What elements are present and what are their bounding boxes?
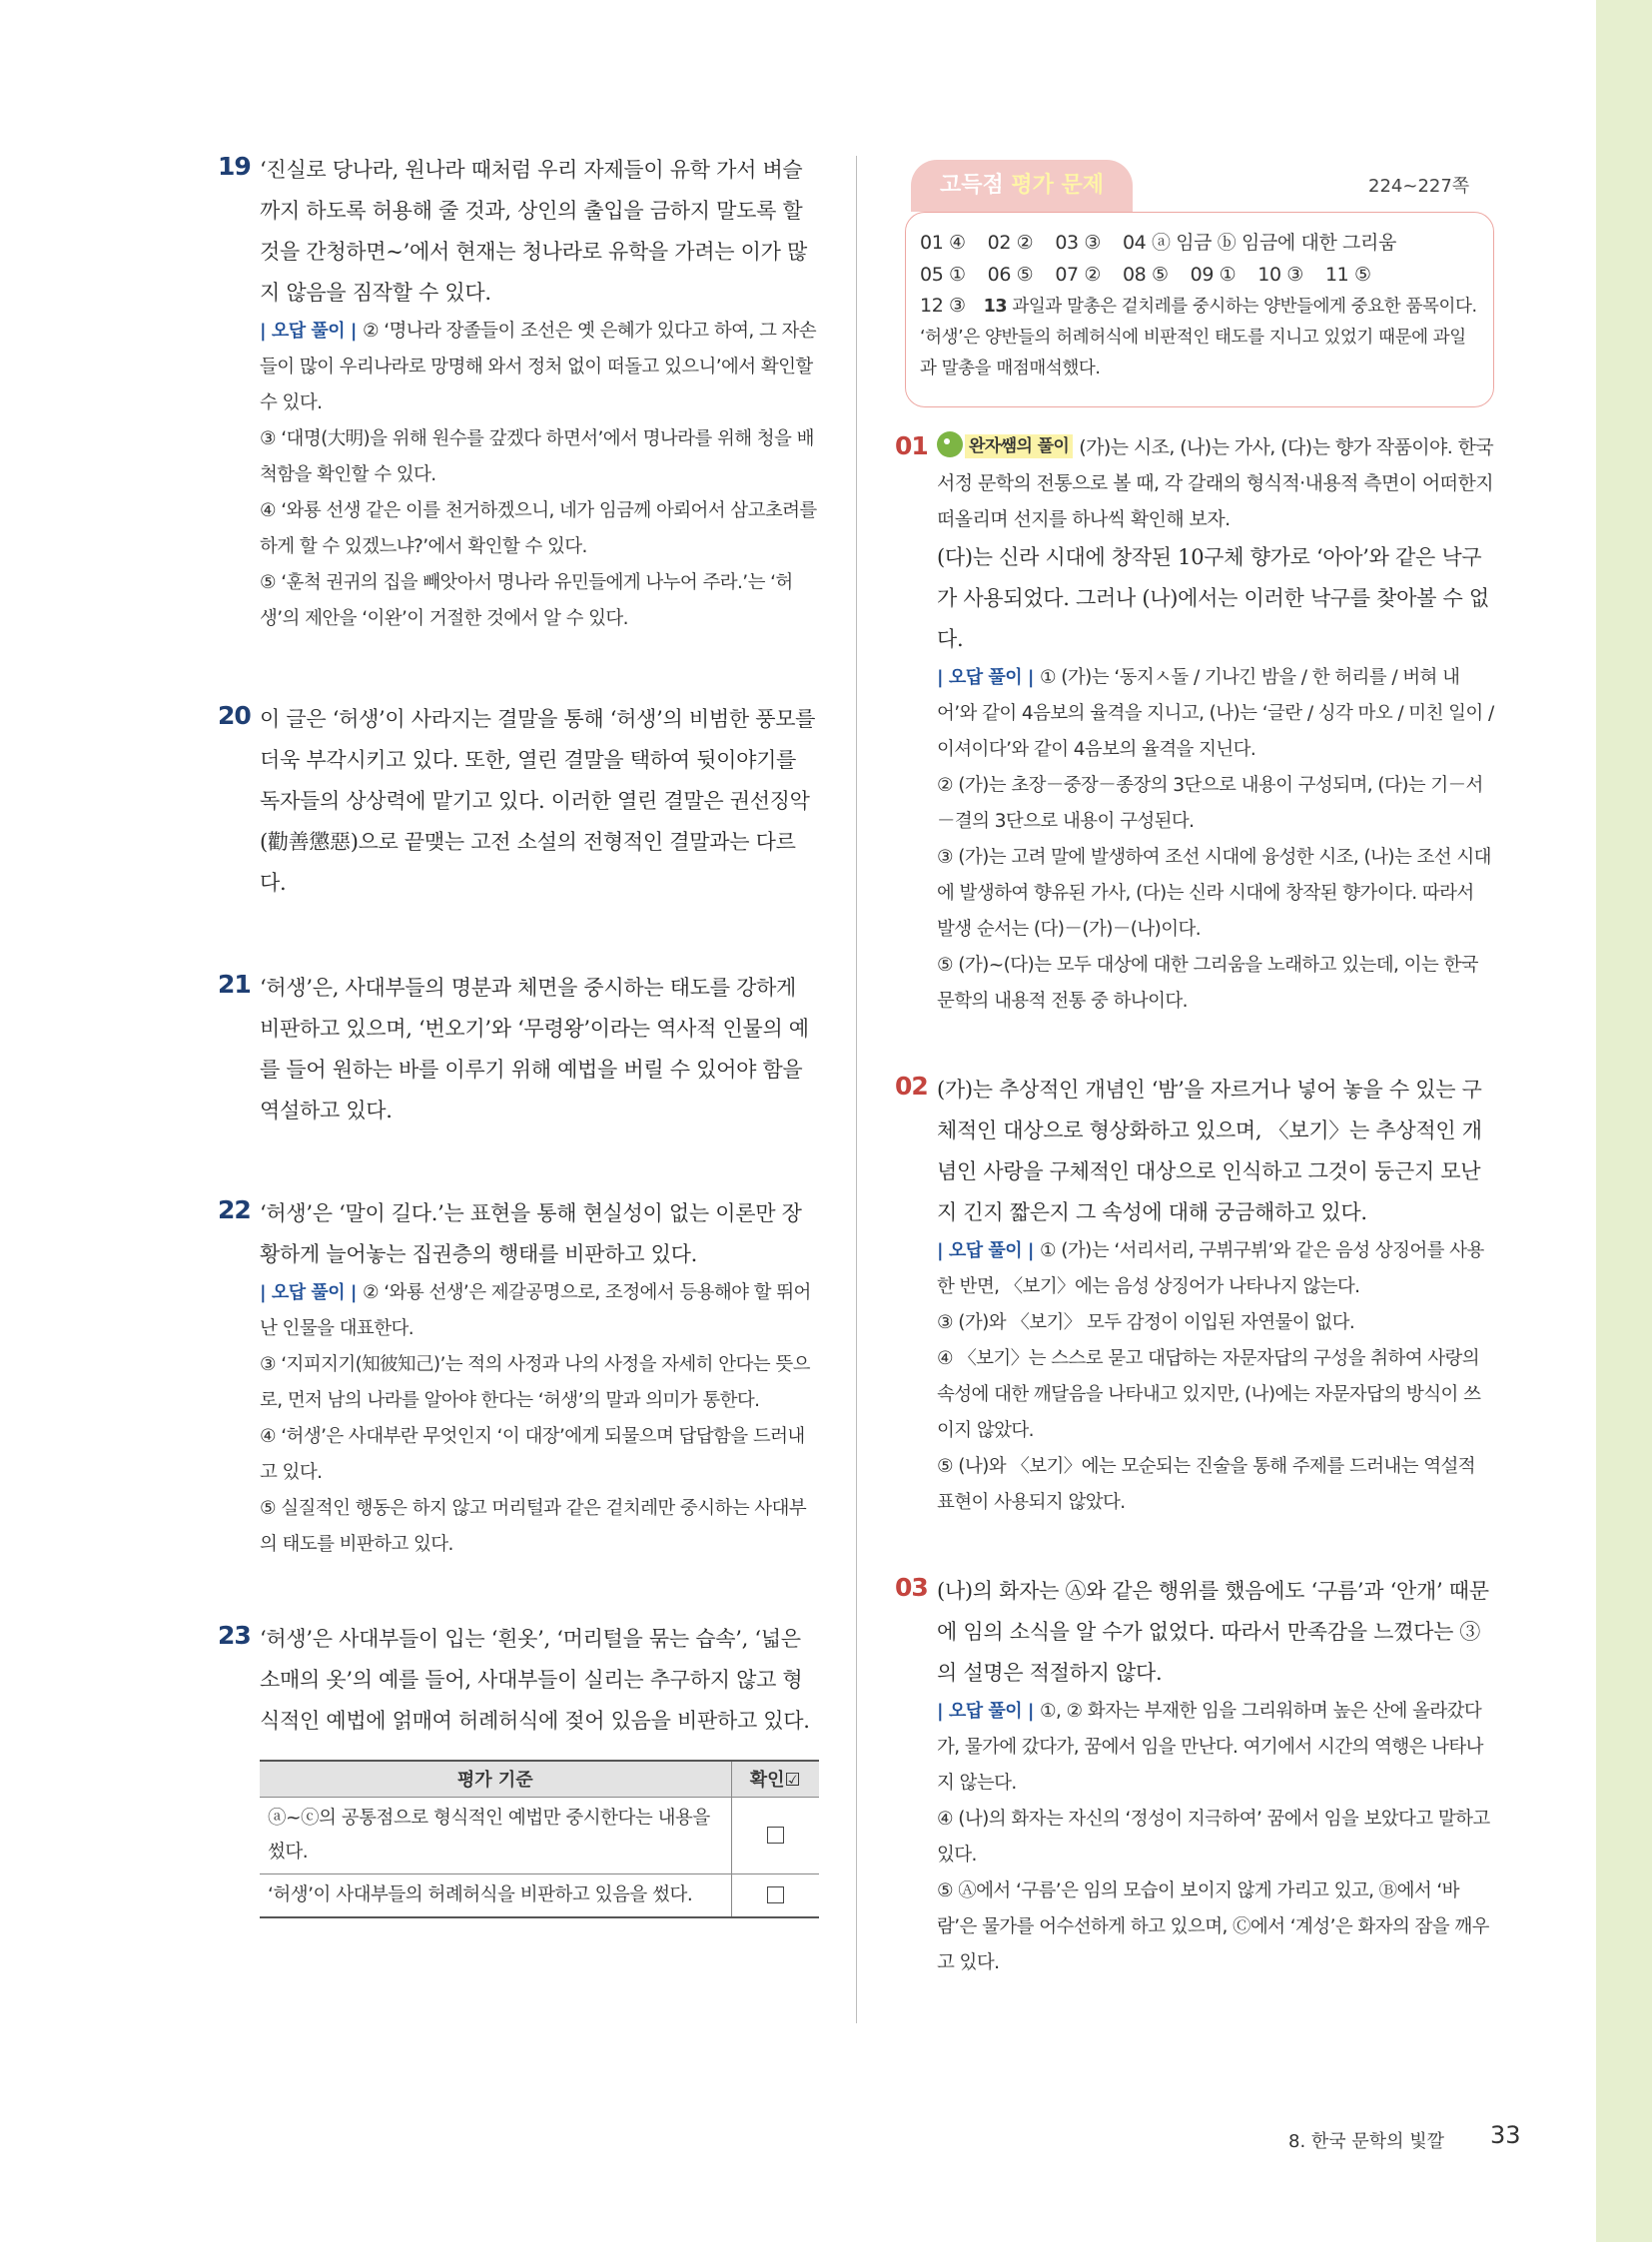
criteria-cell: ⓐ~ⓒ의 공통점으로 형식적인 예법만 중시한다는 내용을 썼다. [260, 1797, 731, 1873]
explanation-item: ③ (가)는 고려 말에 발생하여 조선 시대에 융성한 시조, (나)는 조선 시대에 발생하여 향유된 가사, (다)는 신라 시대에 창작된 향가이다. 따라서 발생 순서는 (다)－(가)－(나)이다. [937, 847, 1491, 940]
left-column [218, 150, 819, 1918]
check-cell [731, 1797, 819, 1873]
question-21 [218, 968, 819, 1131]
high-score-badge: 고득점 평가 문제 [911, 160, 1133, 212]
evaluation-table [260, 1760, 819, 1918]
question-22 [218, 1193, 819, 1563]
question-number: 20 [218, 701, 251, 730]
table-header-check: 확인☑ [731, 1761, 819, 1797]
question-02 [895, 1070, 1494, 1521]
table-header-criteria: 평가 기준 [260, 1761, 731, 1797]
explanation-item: ⑤ ‘훈척 권귀의 집을 빼앗아서 명나라 유민들에게 나누어 주라.’는 ‘허생’의 제안을 ‘이완’이 거절한 것에서 알 수 있다. [260, 572, 793, 629]
answer-summary-box [905, 212, 1494, 407]
question-03 [895, 1571, 1494, 1981]
wrong-answer-explanation: | 오답 풀이 | ①, ② 화자는 부재한 임을 그리워하며 높은 산에 올라갔다가, 물가에 갔다가, 꿈에서 임을 만난다. 여기에서 시간의 역행은 나타나지 않는다. [937, 1701, 1483, 1794]
question-number: 22 [218, 1195, 251, 1224]
explanation-item: ⑤ 실질적인 행동은 하지 않고 머리털과 같은 겉치레만 중시하는 사대부의 태도를 비판하고 있다. [260, 1498, 807, 1555]
criteria-cell: ‘허생’이 사대부들의 허례허식을 비판하고 있음을 썼다. [260, 1873, 731, 1917]
wrong-answer-tag: | 오답 풀이 | [937, 667, 1034, 688]
wrong-answer-explanation: | 오답 풀이 | ① (가)는 ‘서리서리, 구뷔구뷔’와 같은 음성 상징어를 사용한 반면, 〈보기〉에는 음성 상징어가 나타나지 않는다. [937, 1240, 1484, 1297]
question-number: 19 [218, 152, 251, 181]
wrong-answer-tag: | 오답 풀이 | [937, 1240, 1034, 1261]
explanation-item: ③ (가)와 〈보기〉 모두 감정이 이입된 자연물이 없다. [937, 1312, 1355, 1333]
chapter-title: 8. 한국 문학의 빛깔 [1288, 2131, 1445, 2152]
question-01: 01 완자쌤의 풀이 (가)는 시조, (나)는 가사, (다)는 향가 작품이야. 한국 서정 문학의 전통으로 볼 때, 각 갈래의 형식적·내용적 측면이 어떠한지 떠올리며 선지를 하나씩 확인해 보자. (다)는 신라 시대에 창작된 10구체 향가로 ‘아아’와 같은 낙구가 사용되었다. 그러나 (나)에서는 이러한 낙구를 찾아볼 수 없다. | 오답 풀이 | ① (가)는 ‘동지ㅅ돌 / 기나긴 밤을 / 한 허리를 / 버혀 내어’와 같이 4음보의 율격을 지니고, (나)는 ‘글란 / 싱각 마오 / 미친 일이 / 이셔이다’와 같이 4음보의 율격을 지닌다. ② (가)는 초장－중장－종장의 3단으로 내용이 구성되며, (다)는 기－서－결의 3단으로 내용이 구성된다. ③ (가)는 고려 말에 발생하여 조선 시대에 융성한 시조, (나)는 조선 시대에 발생하여 향유된 가사, (다)는 신라 시대에 창작된 향가이다. 따라서 발생 순서는 (다)－(가)－(나)이다. ⑤ (가)~(다)는 모두 대상에 대한 그리움을 노래하고 있는데, 이는 한국 문학의 내용적 전통 중 하나이다. [895, 429, 1494, 1020]
explanation-item: ④ (나)의 화자는 자신의 ‘정성이 지극하여’ 꿈에서 임을 보았다고 말하고 있다. [937, 1809, 1490, 1866]
answer-text: ‘진실로 당나라, 원나라 때처럼 우리 자제들이 유학 가서 벼슬까지 하도록 허용해 줄 것과, 상인의 출입을 금하지 말도록 할 것을 간청하면~’에서 현재는 청나라로 유학을 가려는 이가 많지 않음을 짐작할 수 있다. [260, 158, 807, 305]
table-row [260, 1797, 819, 1873]
table-row [260, 1873, 819, 1917]
answer-row: 05 ① 06 ⑤ 07 ② 08 ⑤ 09 ① 10 ③ 11 ⑤ [920, 264, 1371, 286]
answer-text: (가)는 추상적인 개념인 ‘밤’을 자르거나 넣어 놓을 수 있는 구체적인 대상으로 형상화하고 있으며, 〈보기〉는 추상적인 개념인 사랑을 구체적인 대상으로 인식하고 그것이 둥근지 모난지 긴지 짧은지 그 속성에 대해 궁금해하고 있다. [937, 1078, 1482, 1224]
wrong-answer-tag: | 오답 풀이 | [937, 1701, 1034, 1722]
question-number: 01 [895, 431, 928, 460]
wrong-answer-explanation: | 오답 풀이 | ① (가)는 ‘동지ㅅ돌 / 기나긴 밤을 / 한 허리를 / 버혀 내어’와 같이 4음보의 율격을 지니고, (나)는 ‘글란 / 싱각 마오 / 미친 일이 / 이셔이다’와 같이 4음보의 율격을 지닌다. [937, 667, 1494, 760]
checkbox-icon[interactable] [767, 1886, 784, 1903]
question-number: 02 [895, 1072, 928, 1101]
answer-text: ‘허생’은 사대부들이 입는 ‘흰옷’, ‘머리털을 묶는 습속’, ‘넓은 소매의 옷’의 예를 들어, 사대부들이 실리는 추구하지 않고 형식적인 예법에 얽매여 허례허식에 젖어 있음을 비판하고 있다. [260, 1627, 810, 1733]
column-divider [856, 156, 857, 2023]
wrong-answer-tag: | 오답 풀이 | [260, 321, 357, 342]
question-number: 23 [218, 1621, 251, 1650]
answer-text: ‘허생’은 ‘말이 길다.’는 표현을 통해 현실성이 없는 이론만 장황하게 늘어놓는 집권층의 행태를 비판하고 있다. [260, 1201, 802, 1266]
check-cell [731, 1873, 819, 1917]
explanation-item: ④ ‘와룡 선생 같은 이를 천거하겠으니, 네가 임금께 아뢰어서 삼고초려를 하게 할 수 있겠느냐?’에서 확인할 수 있다. [260, 500, 817, 557]
side-margin-band [1596, 0, 1652, 2242]
answer-text: ‘허생’은, 사대부들의 명분과 체면을 중시하는 태도를 강하게 비판하고 있으며, ‘번오기’와 ‘무령왕’이라는 역사적 인물의 예를 들어 원하는 바를 이루기 위해 예법을 버릴 수 있어야 함을 역설하고 있다. [260, 976, 809, 1122]
answer-text: (나)의 화자는 Ⓐ와 같은 행위를 했음에도 ‘구름’과 ‘안개’ 때문에 임의 소식을 알 수가 없었다. 따라서 만족감을 느꼈다는 ③의 설명은 적절하지 않다. [937, 1579, 1489, 1685]
question-number: 21 [218, 970, 251, 999]
right-column [895, 429, 1494, 1981]
answer-13-explanation: 12 ③ 13 과일과 말총은 겉치레를 중시하는 양반들에게 중요한 품목이다. ‘허생’은 양반들의 허례허식에 비판적인 태도를 지니고 있었기 때문에 과일과 말총을 매점매석했다. [920, 295, 1477, 378]
explanation-item: ⑤ Ⓐ에서 ‘구름’은 임의 모습이 보이지 않게 가리고 있고, Ⓑ에서 ‘바람’은 물가를 어수선하게 하고 있으며, Ⓒ에서 ‘계성’은 화자의 잠을 깨우고 있다. [937, 1880, 1489, 1973]
tip-label: 완자쌤의 풀이 [965, 434, 1073, 458]
explanation-item: ③ ‘대명(大明)을 위해 원수를 갚겠다 하면서’에서 명나라를 위해 청을 배척함을 확인할 수 있다. [260, 428, 814, 485]
question-number: 03 [895, 1573, 928, 1602]
explanation-item: ④ ‘허생’은 사대부란 무엇인지 ‘이 대장’에게 되물으며 답답함을 드러내고 있다. [260, 1426, 805, 1483]
checkbox-icon[interactable] [767, 1827, 784, 1844]
page-range: 224~227쪽 [1368, 176, 1470, 197]
explanation-item: ③ ‘지피지기(知彼知己)’는 적의 사정과 나의 사정을 자세히 안다는 뜻으로, 먼저 남의 나라를 알아야 한다는 ‘허생’의 말과 의미가 통한다. [260, 1354, 810, 1411]
question-20 [218, 699, 819, 904]
character-icon [937, 431, 963, 457]
explanation-item: ② (가)는 초장－중장－종장의 3단으로 내용이 구성되며, (다)는 기－서－결의 3단으로 내용이 구성된다. [937, 775, 1483, 832]
wrong-answer-explanation: | 오답 풀이 | ② ‘와룡 선생’은 제갈공명으로, 조정에서 등용해야 할 뛰어난 인물을 대표한다. [260, 1282, 811, 1339]
wrong-answer-tag: | 오답 풀이 | [260, 1282, 357, 1303]
explanation-item: ④ 〈보기〉는 스스로 묻고 대답하는 자문자답의 구성을 취하여 사랑의 속성에 대한 깨달음을 나타내고 있지만, (나)에는 자문자답의 방식이 쓰이지 않았다. [937, 1348, 1481, 1441]
question-19 [218, 150, 819, 637]
question-23 [218, 1619, 819, 1742]
explanation-item: ⑤ (나)와 〈보기〉에는 모순되는 진술을 통해 주제를 드러내는 역설적 표현이 사용되지 않았다. [937, 1456, 1476, 1513]
explanation-item: ⑤ (가)~(다)는 모두 대상에 대한 그리움을 노래하고 있는데, 이는 한국 문학의 내용적 전통 중 하나이다. [937, 955, 1478, 1012]
answer-text: (다)는 신라 시대에 창작된 10구체 향가로 ‘아아’와 같은 낙구가 사용되었다. 그러나 (나)에서는 이러한 낙구를 찾아볼 수 없다. [937, 545, 1489, 651]
wrong-answer-explanation: | 오답 풀이 | ② ‘명나라 장졸들이 조선은 옛 은혜가 있다고 하여, 그 자손들이 많이 우리나라로 망명해 와서 정처 없이 떠돌고 있으니’에서 확인할 수 있다. [260, 321, 817, 413]
answer-row: 01 ④ 02 ② 03 ③ 04 ⓐ 임금 ⓑ 임금에 대한 그리움 [920, 232, 1396, 254]
answer-text: 이 글은 ‘허생’이 사라지는 결말을 통해 ‘허생’의 비범한 풍모를 더욱 부각시키고 있다. 또한, 열린 결말을 택하여 뒷이야기를 독자들의 상상력에 맡기고 있다. 이러한 열린 결말은 권선징악(勸善懲惡)으로 끝맺는 고전 소설의 전형적인 결말과는 다르다. [260, 707, 816, 895]
page-number: 33 [1490, 2121, 1521, 2149]
